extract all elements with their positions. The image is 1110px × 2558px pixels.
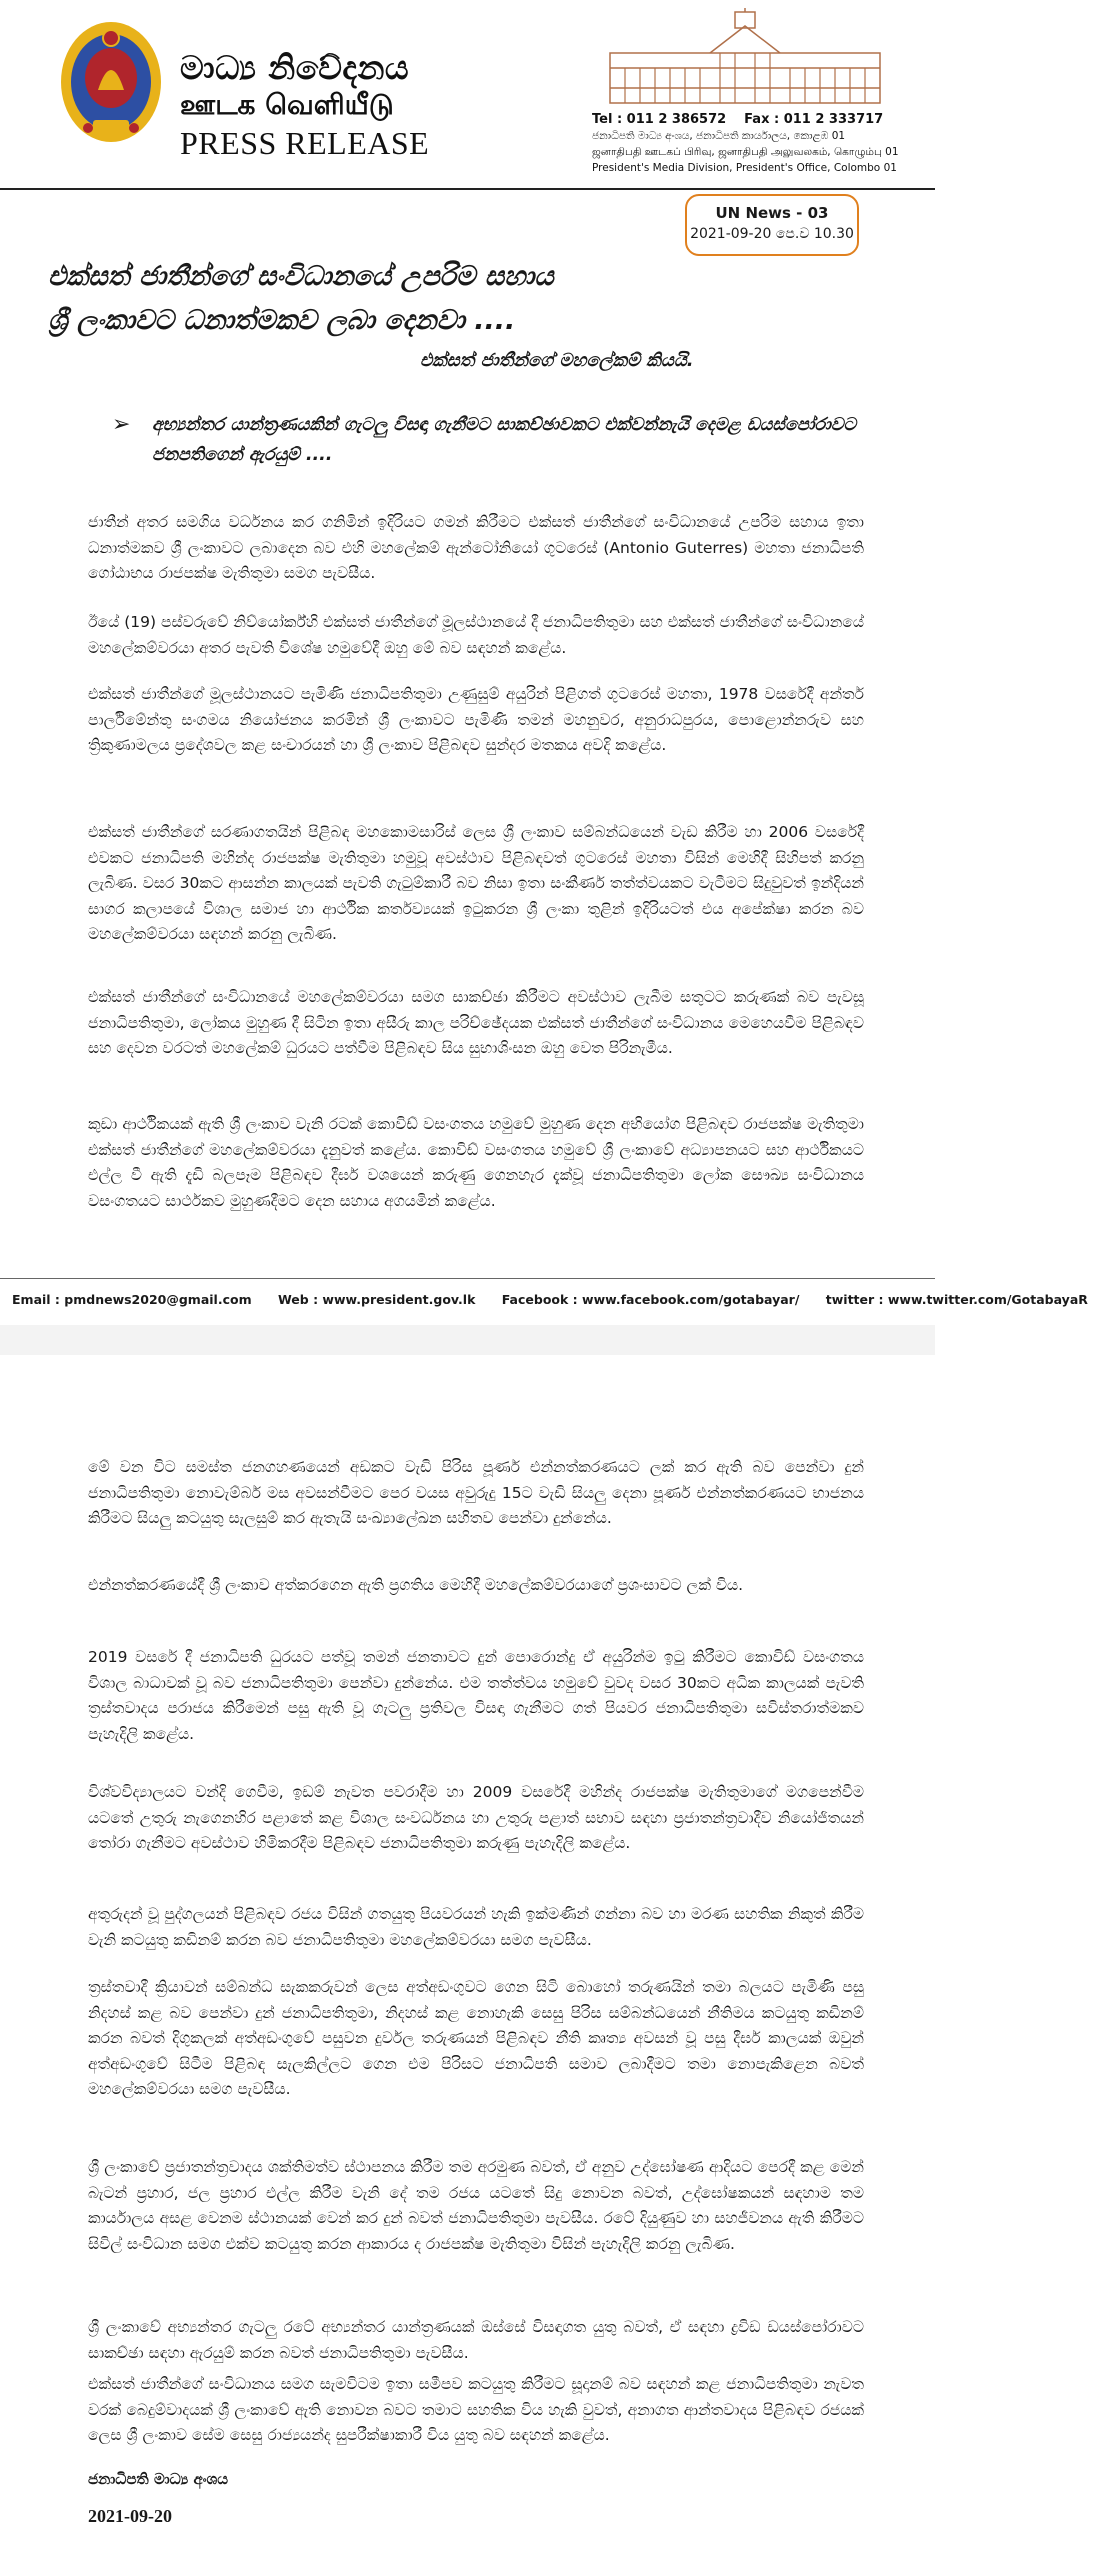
footer-facebook[interactable]: Facebook : www.facebook.com/gotabayar/: [501, 1292, 800, 1307]
presidential-secretariat-building-illustration: [600, 8, 890, 108]
body-paragraph: එක්සත් ජාතීන්ගේ සරණාගතයින් පිළිබඳ මහකොමසාරිස් ලෙස ශ්‍රී ලංකාව සම්බන්ධයෙන් වැඩ කිරීම හා 2006 වසරේදී එවකට ජනාධිපති මහින්ද රාජපක්ෂ මැතිතුමා හමුවූ අවස්ථාව පිළිබඳවත් ගුටරෙස් මහතා විසින් මෙහිදී සිහිපත් කරනු ලැබිණ. වසර 30කට ආසන්න කාලයක් පැවති ගැටුම්කාරී බව නිසා ඉතා සංකීර්ණ තත්ත්වයකට වැටීමට සිදුවුවත් ඉන්දියන් සාගර කලාපයේ විශාල සමාජ හා ආර්ථික කර්තව්‍යයක් ඉටුකරන ශ්‍රී ලංකා තුළින් ඉදිරියටත් එය අපේක්ෂා කරන බව මහලේකම්වරයා සඳහන් කරනු ලැබිණ.: [88, 823, 864, 943]
page-two: [0, 1355, 935, 2558]
body-paragraph: ත්‍රස්තවාදී ක්‍රියාවන් සම්බන්ධ සැකකරුවන් ලෙස අත්අඩංගුවට ගෙන සිටි බොහෝ තරුණයින් තමා බලයට පැමිණි පසු නිදහස් කළ බව පෙන්වා දුන් ජනාධිපතිතුමා, නිදහස් කළ නොහැකි සෙසු පිරිස සම්බන්ධයෙන් නීතිමය කටයුතු කඩිනම් කරන බවත් දිගුකලක් අත්අඩංගුවේ පසුවන දුර්වල තරුණයන් පිළිබඳව නීති කෘත්‍ය අවසන් වූ පසු දීර්ඝ කාලයක් ඔවුන් අත්අඩංගුවේ සිටීම පිළිබඳ සැලකිල්ලට ගෙන එම පිරිසට ජනාධිපති සමාව ලබාදීමට තමා නොපැකිළෙන බවත් මහලේකම්වරයා සමග පැවසීය.: [88, 1978, 864, 2098]
contact-footer: [12, 1292, 1088, 1307]
address-english: President's Media Division, President's Office, Colombo 01: [592, 162, 897, 174]
body-paragraph: ශ්‍රී ලංකාවේ අභ්‍යන්තර ගැටලු රටේ අභ්‍යන්තර යාන්ත්‍රණයක් ඔස්සේ විසඳාගත යුතු බවත්, ඒ සඳහා ද්‍රවිඩ ඩයස්පෝරාවට සාකච්ඡා සඳහා ඇරයුම් කරන බවත් ජනාධිපතිතුමා පැවසීය.: [88, 2318, 864, 2362]
article-subline: එක්සත් ජාතීන්ගේ මහලේකම් කියයි.: [420, 350, 694, 371]
highlight-bullet: [112, 410, 902, 470]
body-paragraph: එක්සත් ජාතීන්ගේ මූලස්ථානයට පැමිණි ජනාධිපතිතුමා උණුසුම් අයුරින් පිළිගත් ගුටරෙස් මහතා, 1978 වසරේදී අන්තර් පාර්ලිමේන්තු සංගමය නියෝජනය කරමින් ශ්‍රී ලංකාවට පැමිණි තමන් මහනුවර, අනුරාධපුරය, පොළොන්නරුව සහ ත්‍රිකුණාමලය ප්‍රදේශවල කළ සංචාරයන් හා ශ්‍රී ලංකාව පිළිබඳව සුන්දර මතකය අවදි කළේය.: [88, 685, 864, 754]
body-paragraph: ඊයේ (19) පස්වරුවේ නිව්යෝර්ක්හි එක්සත් ජාතීන්ගේ මූලස්ථානයේ දී ජනාධිපතිතුමා සහ එක්සත් ජාතීන්ගේ සංවිධානයේ මහලේකම්වරයා අතර පැවති විශේෂ හමුවේදී ඔහු මේ බව සඳහන් කළේය.: [88, 613, 864, 657]
body-paragraph: විශ්වවිද්‍යාලයට වන්දි ගෙවීම, ඉඩම් නැවත පවරාදීම හා 2009 වසරේදී මහින්ද රාජපක්ෂ මැතිතුමාගේ මගපෙන්වීම යටතේ උතුරු නැගෙනහිර පළාතේ කළ විශාල සංවර්ධනය හා උතුරු පළාත් සභාව සඳහා ප්‍රජාතන්ත්‍රවාදීව නියෝජිතයන් තෝරා ගැනීමට අවස්ථාව හිමිකරදීම පිළිබඳව ජනාධිපතිතුමා කරුණු පැහැදිලි කළේය.: [88, 1783, 864, 1852]
body-paragraph: ශ්‍රී ලංකාවේ ප්‍රජාතන්ත්‍රවාදය ශක්තිමත්ව ස්ථාපනය කිරීම තම අරමුණ බවත්, ඒ අනුව උද්ඝෝෂණ ආදියට පෙරදී කළ මෙන් බැටන් ප්‍රහාර, ජල ප්‍රහාර එල්ල කිරීම වැනි දේ තම රජය යටතේ සිදු නොවන බවත්, උද්ඝෝෂකයන් සඳහාම තම කාර්යාලය අසළ වෙනම ස්ථානයක් වෙන් කර දුන් බවත් ජනාධිපතිතුමා පැවසීය. රටේ දියුණුව හා සහජීවනය ඇති කිරීමට සිවිල් සංවිධාන සමග එක්ව කටයුතු කරන ආකාරය ද රාජපක්ෂ මැතිතුමා විසින් පැහැදිලි කරනු ලැබිණ.: [88, 2158, 864, 2253]
article-title: [48, 255, 868, 343]
header-title-english: PRESS RELEASE: [180, 125, 430, 161]
news-reference-box: [685, 194, 859, 256]
address-tamil: ஜனாதிபதி ஊடகப் பிரிவு, ஜனாதிபதி அலுவலகம், கொழும்பு 01: [592, 146, 899, 158]
footer-twitter[interactable]: twitter : www.twitter.com/GotabayaR: [825, 1292, 1088, 1307]
body-paragraph: එන්නත්කරණයේදී ශ්‍රී ලංකාව අත්කරගෙන ඇති ප්‍රගතිය මෙහිදී මහලේකම්වරයාගේ ප්‍රශංසාවට ලක් විය.: [88, 1576, 744, 1594]
signature-date: 2021-09-20: [88, 2506, 172, 2526]
footer-website[interactable]: Web : www.president.gov.lk: [277, 1292, 476, 1307]
body-paragraph: කුඩා ආර්ථිකයක් ඇති ශ්‍රී ලංකාව වැනි රටක් කොවිඩ් වසංගතය හමුවේ මුහුණ දෙන අභියෝග පිළිබඳව රාජපක්ෂ මැතිතුමා එක්සත් ජාතීන්ගේ මහලේකම්වරයා දැනුවත් කළේය. කොවිඩ් වසංගතය හමුවේ ශ්‍රී ලංකාවේ අධ්‍යාපනයට සහ ආර්ථිකයට එල්ල වී ඇති දැඩි බලපෑම පිළිබඳව දීර්ඝ වශයෙන් කරුණු ගෙනහැර දැක්වූ ජනාධිපතිතුමා ලෝක සෞඛ්‍ය සංවිධානය වසංගතයට සාර්ථකව මුහුණදීමට දෙන සහාය අගයමින් කළේය.: [88, 1115, 865, 1210]
article-title-line-2: ශ්‍රී ලංකාවට ධනාත්මකව ලබා දෙනවා ....: [48, 305, 516, 336]
footer-divider: [0, 1278, 935, 1279]
address-sinhala: ජනාධිපති මාධ්‍ය අංශය, ජනාධිපති කාර්යාලය, කොළඹ 01: [592, 130, 846, 142]
body-paragraph: එක්සත් ජාතීන්ගේ සංවිධානයේ මහලේකම්වරයා සමග සාකච්ඡා කිරීමට අවස්ථාව ලැබීම සතුටට කරුණක් බව පැවසූ ජනාධිපතිතුමා, ලෝකය මුහුණ දී සිටින ඉතා අසීරු කාල පරිච්ඡේදයක එක්සත් ජාතීන්ගේ සංවිධානය මෙහෙයවීම පිළිබඳව සහ දෙවන වරටත් මහලේකම් ධුරයට පත්වීම පිළිබඳව සිය සුභාශිංසන ඔහු වෙත පිරිනැමීය.: [88, 988, 864, 1057]
header-divider: [0, 188, 935, 190]
arrow-bullet-icon: ➢: [112, 412, 131, 437]
telephone-number: Tel : 011 2 386572: [592, 112, 727, 127]
header-title-tamil: ஊடக வெளியீடு: [180, 88, 394, 121]
body-paragraph: මේ වන විට සමස්ත ජනගහණයෙන් අඩකට වැඩි පිරිස පූර්ණ එන්නත්කරණයට ලක් කර ඇති බව පෙන්වා දුන් ජනාධිපතිතුමා නොවැම්බර් මස අවසන්වීමට පෙර වයස අවුරුදු 15ට වැඩි සියලු දෙනා පූර්ණ එන්නත්කරණයට භාජනය කිරීමට සියලු කටයුතු සැලසුම් කර ඇතැයි සංඛ්‍යාලේඛන සහිතව පෙන්වා දුන්නේය.: [88, 1458, 864, 1527]
body-paragraph: 2019 වසරේ දී ජනාධිපති ධුරයට පත්වූ තමන් ජනතාවට දුන් පොරොන්දු ඒ අයුරින්ම ඉටු කිරීමට කොවිඩ් වසංගතය විශාල බාධාවක් වූ බව ජනාධිපතිතුමා පෙන්වා දුන්නේය. එම තත්ත්වය හමුවේ වුවද වසර 30කට අධික කාලයක් පැවති ත්‍රස්තවාදය පරාජය කිරීමෙන් පසු ඇති වූ ගැටලු ප්‍රතිවල විසඳා ගැනීමට ගත් පියවර ජනාධිපතිතුමා සවිස්තරාත්මකව පැහැදිලි කළේය.: [88, 1648, 864, 1743]
news-number: UN News - 03: [715, 204, 829, 222]
contact-block: [592, 112, 922, 176]
article-title-line-1: එක්සත් ජාතීන්ගේ සංවිධානයේ උපරිම සහාය: [48, 261, 554, 292]
page-separator: [0, 1325, 935, 1355]
footer-email[interactable]: Email : pmdnews2020@gmail.com: [12, 1292, 252, 1307]
header-title-sinhala: මාධ්‍ය නිවේදනය: [180, 48, 410, 87]
body-paragraph: ජාතීන් අතර සමගිය වර්ධනය කර ගනිමින් ඉදිරියට ගමන් කිරීමට එක්සත් ජාතීන්ගේ සංවිධානයේ උපරිම සහාය ඉතා ධනාත්මකව ශ්‍රී ලංකාවට ලබාදෙන බව එහි මහලේකම් ඇන්ටෝනියෝ ගුටරෙස් (Antonio Guterres) මහතා ජනාධිපති ගෝඨාභය රාජපක්ෂ මැතිතුමා සමග පැවසීය.: [88, 513, 864, 582]
body-paragraph: අතුරුදන් වූ පුද්ගලයන් පිළිබඳව රජය විසින් ගතයුතු පියවරයන් හැකි ඉක්මණින් ගන්නා බව හා මරණ සහතික නිකුත් කිරීම වැනි කටයුතු කඩිනම් කරන බව ජනාධිපතිතුමා මහලේකම්වරයා සමග පැවසීය.: [88, 1905, 864, 1949]
news-datetime: 2021-09-20 පෙ.ව 10.30: [690, 226, 854, 242]
signature-department: ජනාධිපති මාධ්‍ය අංශය: [88, 2470, 229, 2488]
body-paragraph: එක්සත් ජාතීන්ගේ සංවිධානය සමග සැමවිටම ඉතා සමීපව කටයුතු කිරීමට සූදානම් බව සඳහන් කළ ජනාධිපතිතුමා නැවත වරක් බෙදුම්වාදයක් ශ්‍රී ලංකාවේ ඇති නොවන බවට තමාට සහතික විය හැකි වුවත්, අනාගත ආන්තවාදය පිළිබඳව රජයක් ලෙස ශ්‍රී ලංකාව සේම සෙසු රාජ්‍යයන්ද සුපරීක්ෂාකාරී විය යුතු බව සඳහන් කළේය.: [88, 2375, 864, 2444]
highlight-bullet-text: අභ්‍යන්තර යාන්ත්‍රණයකින් ගැටලු විසඳා ගැනීමට සාකච්ඡාවකට එක්වන්නැයි දෙමළ ඩයස්පෝරාවට ජනපතිගෙන් ඇරයුම් ....: [152, 415, 856, 465]
fax-number: Fax : 011 2 333717: [744, 112, 884, 127]
sri-lanka-emblem-logo: [58, 20, 164, 148]
